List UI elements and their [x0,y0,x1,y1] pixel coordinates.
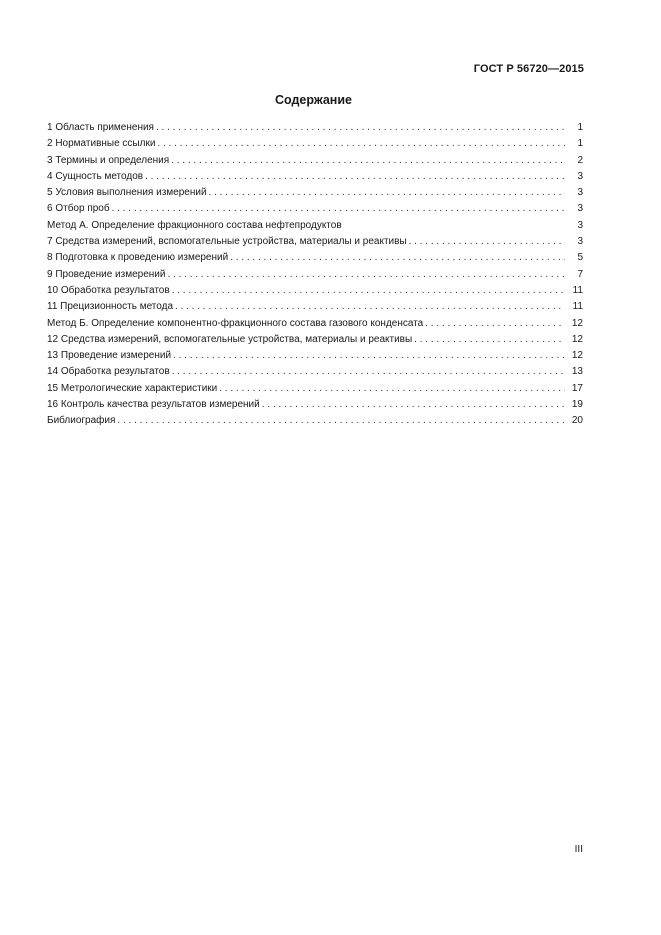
toc-entry-page: 3 [577,187,583,199]
toc-entry[interactable] [47,381,583,397]
dot-leader [173,348,565,364]
toc-entry-label: 3 Термины и определения [47,154,170,166]
toc-entry[interactable] [47,283,583,299]
toc-entry[interactable] [47,136,583,152]
toc-entry-label: 15 Метрологические характеристики [47,382,218,394]
toc-entry-page: 1 [577,138,583,150]
toc-entry-page: 12 [571,333,583,345]
dot-leader [172,364,565,380]
toc-entry-label: 2 Нормативные ссылки [47,138,156,150]
dot-leader [157,136,565,152]
toc-entry-label: 1 Область применения [47,122,154,133]
toc-entry[interactable] [47,153,583,169]
dot-leader [172,283,565,299]
toc-entry-label: 16 Контроль качества результатов измерений [47,399,260,411]
dot-leader [425,316,565,332]
toc-entry[interactable] [47,169,583,185]
toc-entry[interactable] [47,413,583,429]
toc-entry-label: 6 Отбор проб [47,203,110,215]
toc-entry[interactable] [47,332,583,348]
toc-entry-label: Метод А. Определение фракционного состава нефтепродуктов [47,219,342,231]
toc-entry[interactable] [47,201,583,217]
toc-entry-label: 13 Проведение измерений [47,350,172,362]
dot-leader [171,153,565,169]
toc-entry-label: 9 Проведение измерений [47,268,166,280]
toc-entry[interactable] [47,267,583,283]
dot-leader [112,201,565,217]
dot-leader [262,397,565,413]
toc-entry-label: 14 Обработка результатов [47,366,170,378]
toc-entry-page: 1 [577,122,583,133]
dot-leader [117,413,565,429]
toc-entry[interactable] [47,364,583,380]
toc-entry-label: 10 Обработка результатов [47,284,170,296]
dot-leader [230,250,565,266]
toc-entry-page: 7 [577,268,583,280]
toc-entry-page: 13 [571,366,583,378]
toc-entry-page: 5 [577,252,583,264]
toc-entry-page: 20 [571,415,583,427]
toc-entry-page: 3 [577,203,583,215]
toc-entry-page: 11 [572,284,583,296]
dot-leader [409,234,565,250]
toc-entry-label: 4 Сущность методов [47,170,144,182]
table-of-contents [47,120,583,430]
standard-code: ГОСТ Р 56720—2015 [473,63,584,75]
toc-entry[interactable] [47,348,583,364]
dot-leader [167,267,565,283]
toc-entry[interactable] [47,316,583,332]
toc-entry[interactable] [47,234,583,250]
toc-title: Содержание [274,93,352,107]
dot-leader [209,185,565,201]
toc-entry[interactable] [47,250,583,266]
toc-entry-label: 7 Средства измерений, вспомогательные устройства, материалы и реактивы [47,236,407,248]
toc-entry-label: Библиография [47,415,116,427]
toc-entry-page: 3 [577,236,583,248]
toc-entry-label: 5 Условия выполнения измерений [47,187,207,199]
dot-leader [175,299,565,315]
toc-entry-label: Метод Б. Определение компонентно-фракционного состава газового конденсата [47,317,424,329]
toc-entry[interactable] [47,218,583,234]
toc-entry-page: 3 [577,219,583,231]
toc-entry-label: 11 Прецизионность метода [47,301,174,313]
page-number: III [574,844,583,855]
toc-entry[interactable] [47,397,583,413]
dot-leader [414,332,565,348]
toc-entry-page: 12 [571,317,583,329]
toc-entry-page: 3 [577,170,583,182]
toc-entry-page: 19 [571,399,583,411]
toc-entry[interactable] [47,299,583,315]
dot-leader [219,381,565,397]
toc-entry-page: 17 [571,382,583,394]
toc-entry-label: 12 Средства измерений, вспомогательные устройства, материалы и реактивы [47,333,413,345]
toc-entry-page: 2 [577,154,583,166]
dot-leader [145,169,565,185]
toc-entry[interactable] [47,120,583,136]
toc-entry[interactable] [47,185,583,201]
dot-leader [156,120,565,136]
toc-entry-page: 11 [572,301,583,313]
toc-entry-page: 12 [571,350,583,362]
toc-entry-label: 8 Подготовка к проведению измерений [47,252,229,264]
